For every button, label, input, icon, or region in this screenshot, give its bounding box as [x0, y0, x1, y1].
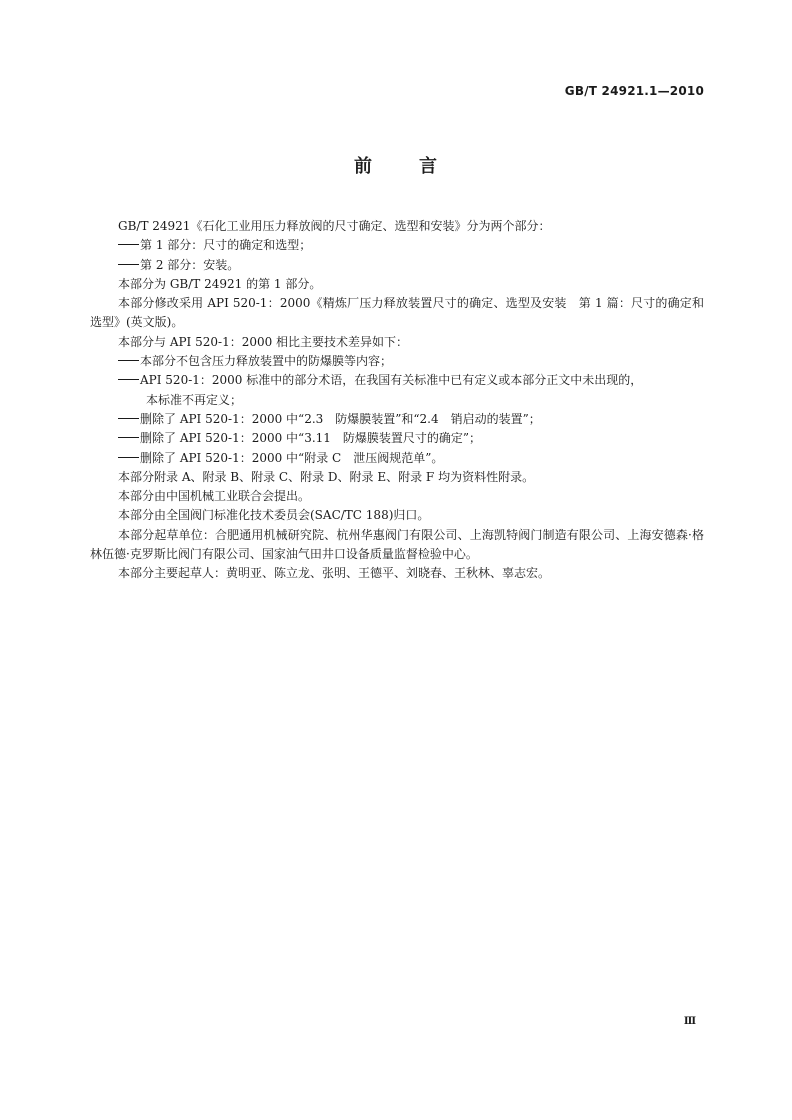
paragraph: 本部分附录 A、附录 B、附录 C、附录 D、附录 E、附录 F 均为资料性附录。 [118, 469, 535, 484]
list-item [90, 352, 704, 371]
dash-mark [118, 457, 139, 458]
standard-code: GB/T 24921.1—2010 [564, 84, 704, 98]
list-item [90, 449, 704, 468]
title-char-2: 言 [419, 156, 438, 177]
list-item-text: 第 1 部分：尺寸的确定和选型； [140, 238, 312, 253]
page-title [0, 152, 792, 178]
list-item-text: 删除了 API 520-1：2000 中“附录 C 泄压阀规范单”。 [140, 450, 444, 465]
list-item [90, 371, 704, 390]
paragraph: 本部分由中国机械工业联合会提出。 [118, 489, 311, 504]
list-item-text: 本部分不包含压力释放装置中的防爆膜等内容； [140, 354, 393, 369]
list-item-text: 删除了 API 520-1：2000 中“3.11 防爆膜装置尺寸的确定”； [140, 431, 482, 446]
dash-mark [118, 244, 139, 245]
page-number: Ⅲ [683, 1016, 696, 1027]
list-item-text: 第 2 部分：安装。 [140, 257, 240, 272]
list-item [90, 429, 704, 448]
paragraph: 本部分起草单位：合肥通用机械研究院、杭州华惠阀门有限公司、上海凯特阀门制造有限公司、上海安德森·格林伍德·克罗斯比阀门有限公司、国家油气田井口设备质量监督检验中心。 [90, 527, 704, 562]
foreword-body [90, 217, 704, 584]
dash-mark [118, 437, 139, 438]
paragraph: 本部分为 GB/T 24921 的第 1 部分。 [118, 276, 322, 291]
list-item [90, 410, 704, 429]
list-item-text: 删除了 API 520-1：2000 中“2.3 防爆膜装置”和“2.4 销启动的装置”； [140, 411, 541, 426]
list-item-continuation: 本标准不再定义； [146, 392, 243, 407]
list-item [90, 236, 704, 255]
paragraph: 本部分修改采用 API 520-1：2000《精炼厂压力释放装置尺寸的确定、选型及安装 第 1 篇：尺寸的确定和选型》(英文版)。 [90, 296, 704, 330]
paragraph: 本部分主要起草人：黄明亚、陈立龙、张明、王德平、刘晓春、王秋林、辜志宏。 [118, 566, 551, 581]
dash-mark [118, 264, 139, 265]
dash-mark [118, 418, 139, 419]
paragraph: GB/T 24921《石化工业用压力释放阀的尺寸确定、选型和安装》分为两个部分： [118, 219, 551, 233]
title-char-1: 前 [354, 156, 373, 177]
dash-mark [118, 379, 139, 380]
paragraph: 本部分由全国阀门标准化技术委员会(SAC/TC 188)归口。 [118, 508, 430, 523]
dash-mark [118, 360, 139, 361]
paragraph: 本部分与 API 520-1：2000 相比主要技术差异如下： [118, 334, 409, 349]
list-item-text: API 520-1：2000 标准中的部分术语，在我国有关标准中已有定义或本部分正文中未出现的， [140, 373, 643, 388]
list-item [90, 256, 704, 275]
